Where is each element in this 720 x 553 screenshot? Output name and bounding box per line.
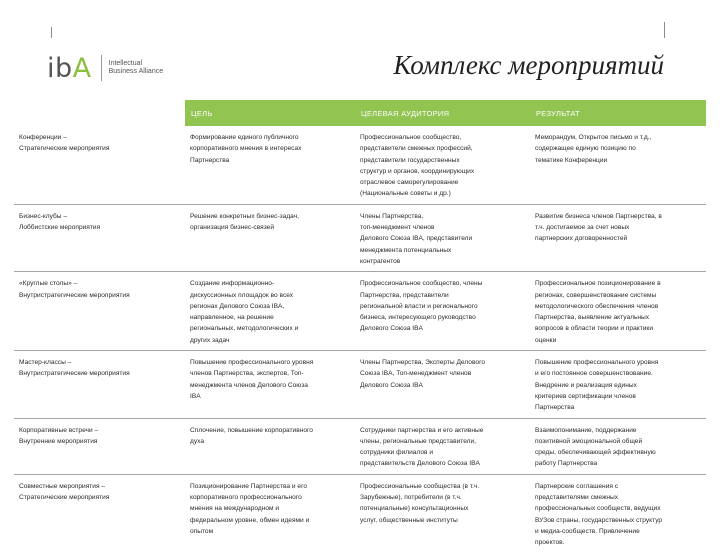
page-title: Комплекс мероприятий	[393, 50, 664, 80]
audience-cell: Члены Партнерства, топ-менеджмент членов Делового Союза IBA, представители менеджмента потенциальных контрагентов	[355, 204, 530, 271]
result-cell: Повышение профессионального уровня и его постоянное совершенствование. Внедрение и реализация единых критериев сертификации членов Партнерства	[530, 351, 706, 418]
goal-cell: Создание информационно- дискуссионных площадок во всех регионах Делового Союза IBA, направленное, на решение региональных, методологических и других задач	[185, 272, 355, 351]
goal-cell: Решение конкретных бизнес-задач, организация бизнес-связей	[185, 204, 355, 271]
audience-cell: Профессиональное сообщество, члены Партнерства, представители региональной власти и регионального бизнеса, интересующего руководство Делового Союза IBA	[355, 272, 530, 351]
header-blank	[14, 100, 185, 126]
goal-cell: Сплочение, повышение корпоративного духа	[185, 418, 355, 474]
iba-logo	[47, 48, 163, 88]
table-row	[14, 418, 706, 474]
logo-mark-accent: A	[72, 52, 92, 84]
header-result: РЕЗУЛЬТАТ	[530, 100, 706, 126]
goal-cell: Формирование единого публичного корпоративного мнения в интересах Партнерства	[185, 126, 355, 204]
left-decorative-line	[51, 27, 52, 38]
result-cell: Меморандум, Открытое письмо и т.д., содержащее единую позицию по тематике Конференции	[530, 126, 706, 204]
audience-cell: Члены Партнерства, Эксперты Делового Союза IBA, Топ-менеджмент членов Делового Союза IBA	[355, 351, 530, 418]
logo-text	[109, 60, 163, 77]
event-cell: Корпоративные встречи – Внутренние мероприятия	[14, 418, 185, 474]
event-cell: Бизнес-клубы – Лоббистские мероприятия	[14, 204, 185, 271]
table-row	[14, 474, 706, 552]
result-cell: Партнерские соглашения с представителями смежных профессиональных сообществ, ведущих ВУЗов страны, государственных структур и медиа-сообществ. Привлечение проектов.	[535, 482, 663, 547]
event-cell: «Круглые столы» – Внутристратегические мероприятия	[14, 272, 185, 351]
audience-cell: Сотрудники партнерства и его активные члены, региональные представители, сотрудники филиалов и представительств Делового Союза IBA	[355, 418, 530, 474]
audience-cell: Профессиональное сообщество, представители смежных профессий, представители государственных структур и органов, координирующих отраслевое саморегулирование (Национальные советы и др.)	[355, 126, 530, 204]
header-audience: ЦЕЛЕВАЯ АУДИТОРИЯ	[355, 100, 530, 126]
table-row	[14, 351, 706, 418]
right-decorative-line	[664, 22, 665, 38]
table-row	[14, 204, 706, 271]
table-row	[14, 272, 706, 351]
table-row	[14, 126, 706, 204]
goal-cell: Позиционирование Партнерства и его корпоративного профессионального мнения на международном и федеральном уровне, обмен идеями и опытом	[190, 482, 310, 535]
events-table	[14, 100, 706, 553]
event-cell: Мастер-классы – Внутристратегические мероприятия	[14, 351, 185, 418]
header-goal: ЦЕЛЬ	[185, 100, 355, 126]
logo-text-line1: Intellectual	[108, 59, 143, 67]
audience-cell: Профессиональные сообщества (в т.ч. Зарубежные), потребители (в т.ч. потенциальные) консультационных услуг, общественные институты	[360, 482, 480, 524]
logo-mark-main: ib	[47, 52, 73, 84]
result-cell: Развитие бизнеса членов Партнерства, в т.ч. достигаемое за счет новых партнерских договоренностей	[530, 204, 706, 271]
result-cell: Профессиональное позиционирование в регионах, совершенствование системы методологического обеспечения членов Партнерства, выявление актуальных вопросов в области теории и практики оценки	[530, 272, 706, 351]
logo-text-line2: Business Alliance	[108, 68, 164, 75]
result-cell: Взаимопонимание, поддержание позитивной эмоциональной общей среды, обеспечивающей эффективную работу Партнерства	[530, 418, 706, 474]
logo-mark	[47, 53, 92, 84]
event-cell: Конференции – Стратегические мероприятия	[14, 126, 185, 204]
goal-cell: Повышение профессионального уровня членов Партнерства, экспертов, Топ- менеджмента членов Делового Союза IBA	[185, 351, 355, 418]
event-cell: Совместные мероприятия – Стратегические мероприятия	[19, 482, 110, 502]
logo-divider	[101, 55, 102, 81]
table-header-row	[14, 100, 706, 126]
